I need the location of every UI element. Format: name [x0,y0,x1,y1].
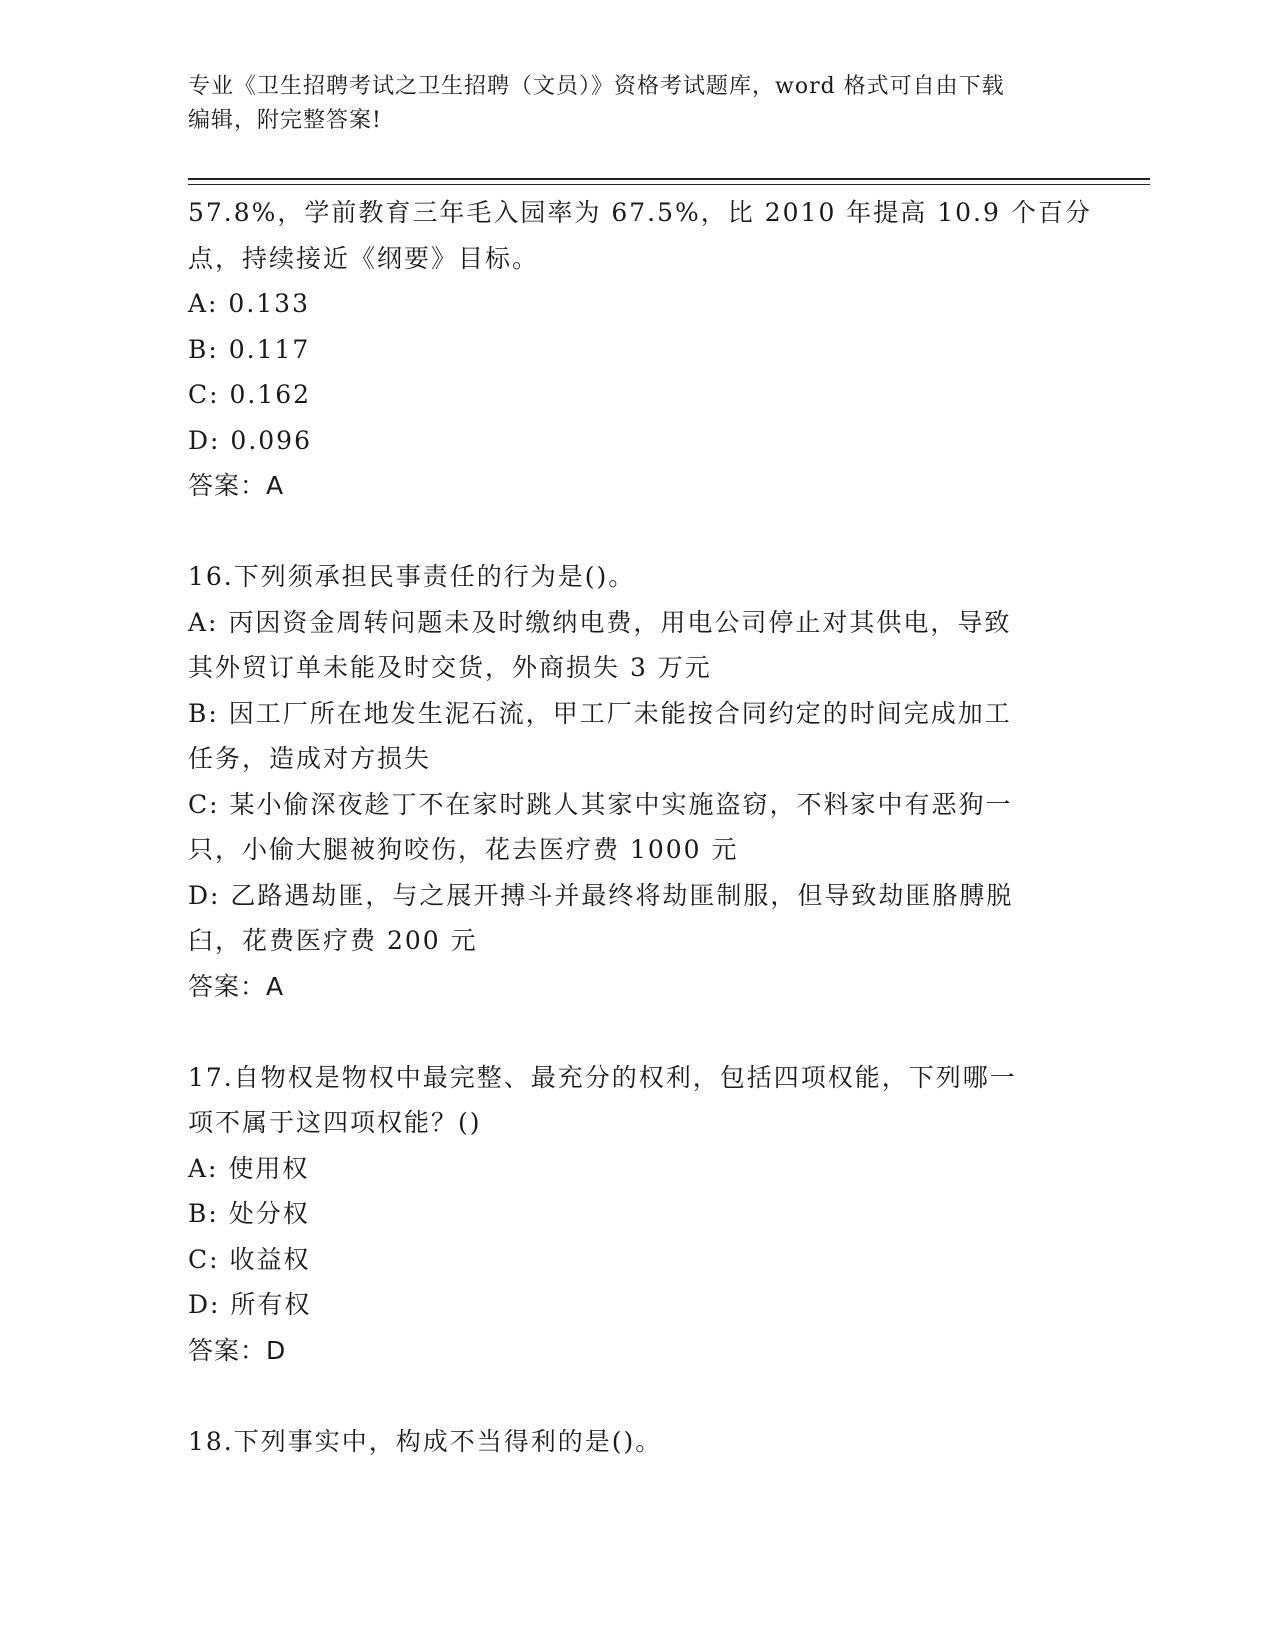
question-text-line: 57.8%，学前教育三年毛入园率为 67.5%，比 2010 年提高 10.9 个百分 [188,198,1092,227]
answer-line: 答案：A [188,471,285,500]
option-b-line-1: B: 因工厂所在地发生泥石流，甲工厂未能按合同约定的时间完成加工 [188,698,1012,728]
option-d: D: 0.096 [188,425,312,455]
answer-line: 答案：D [188,1335,287,1365]
option-d-line-2: 臼，花费医疗费 200 元 [188,926,478,955]
option-a: A: 使用权 [188,1153,310,1183]
option-b: B: 0.117 [188,334,311,364]
option-d-line-1: D: 乙路遇劫匪，与之展开搏斗并最终将劫匪制服，但导致劫匪胳膊脱 [188,880,1014,910]
question-stem-line-1: 17.自物权是物权中最完整、最充分的权利，包括四项权能，下列哪一 [188,1062,1017,1092]
question-text-line: 点，持续接近《纲要》目标。 [188,243,540,273]
document-body [188,190,1092,1464]
option-c: C: 0.162 [188,380,312,409]
option-a: A: 0.133 [188,289,310,318]
option-c: C: 收益权 [188,1244,311,1274]
spacer [188,509,1068,555]
option-a-line-2: 其外贸订单未能及时交货，外商损失 3 万元 [188,653,712,682]
spacer [188,1009,1068,1055]
page-header [188,70,1068,138]
option-c-line-1: C: 某小偷深夜趁丁不在家时跳人其家中实施盗窃，不料家中有恶狗一 [188,789,1013,819]
question-16 [188,554,1068,1009]
option-c-line-2: 只，小偷大腿被狗咬伤，花去医疗费 1000 元 [188,835,739,864]
option-b-line-2: 任务，造成对方损失 [188,744,432,773]
question-stem-line-2: 项不属于这四项权能？() [188,1108,482,1137]
answer-line: 答案：A [188,971,285,1001]
header-rule-thin [188,184,1150,185]
header-rule-thick [188,178,1150,180]
question-17 [188,1055,1068,1374]
header-line-2: 编辑，附完整答案! [188,108,382,133]
spacer [188,1373,1068,1419]
option-b: B: 处分权 [188,1199,310,1228]
option-a-line-1: A: 丙因资金周转问题未及时缴纳电费，用电公司停止对其供电，导致 [188,607,1012,637]
option-d: D: 所有权 [188,1290,312,1319]
question-18 [188,1419,1068,1465]
question-15-continuation [188,190,1092,509]
question-stem: 16.下列须承担民事责任的行为是()。 [188,562,636,591]
header-line-1: 专业《卫生招聘考试之卫生招聘（文员）》资格考试题库，word 格式可自由下载 [188,74,1005,99]
question-stem: 18.下列事实中，构成不当得利的是()。 [188,1426,663,1456]
